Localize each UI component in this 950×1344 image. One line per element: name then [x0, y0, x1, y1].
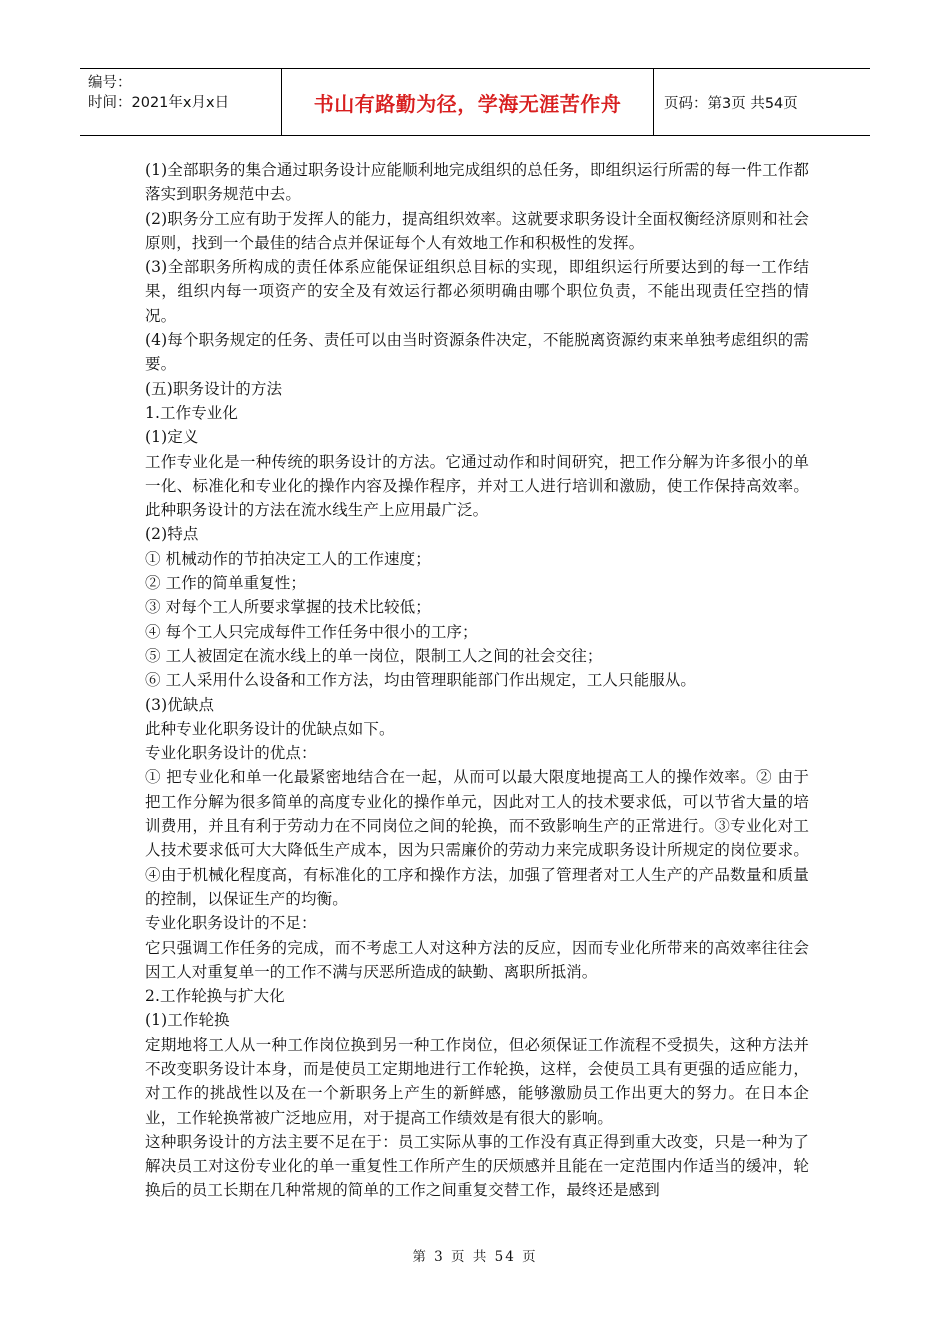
paragraph: 它只强调工作任务的完成，而不考虑工人对这种方法的反应，因而专业化所带来的高效率往往会因工人对重复单一的工作不满与厌恶所造成的缺勤、离职所抵消。: [145, 938, 809, 981]
paragraph: (1)全部职务的集合通过职务设计应能顺利地完成组织的总任务，即组织运行所需的每一件工作都落实到职务规范中去。: [145, 161, 809, 204]
subsection-heading: 1.工作专业化: [145, 403, 238, 422]
paragraph: ① 把专业化和单一化最紧密地结合在一起，从而可以最大限度地提高工人的操作效率。② 由于把工作分解为很多简单的高度专业化的操作单元，因此对工人的技术要求低，可以节省大量的培训费用，并且有利于劳动力在不同岗位之间的轮换，而不致影响生产的正常进行。③专业化对工人技术要求低可大大降低生产成本，因为只需廉价的劳动力来完成职务设计所规定的岗位要求。 ④由于机械化程度高，有标准化的工序和操作方法，加强了管理者对工人生产的产品数量和质量的控制，以保证生产的均衡。: [145, 768, 809, 908]
list-item: ⑥ 工人采用什么设备和工作方法，均由管理职能部门作出规定，工人只能服从。: [145, 671, 697, 690]
page-header: [80, 68, 870, 136]
subsection-heading: 2.工作轮换与扩大化: [145, 987, 285, 1006]
subsection-heading: (1)定义: [145, 428, 199, 447]
subsection-heading: (3)优缺点: [145, 695, 215, 714]
list-item: ⑤ 工人被固定在流水线上的单一岗位，限制工人之间的社会交往；: [145, 646, 603, 665]
paragraph: (4)每个职务规定的任务、责任可以由当时资源条件决定，不能脱离资源约束来单独考虑组织的需要。: [145, 331, 809, 374]
section-heading: (五)职务设计的方法: [145, 379, 283, 398]
paragraph: 这种职务设计的方法主要不足在于：员工实际从事的工作没有真正得到重大改变，只是一种为了解决员工对这份专业化的单一重复性工作所产生的厌烦感并且能在一定范围内作适当的缓冲，轮换后的员工长期在几种常规的简单的工作之间重复交替工作，最终还是感到: [145, 1132, 809, 1200]
subsection-heading: (2)特点: [145, 525, 199, 544]
paragraph: 专业化职务设计的不足：: [145, 914, 317, 933]
subsection-heading: (1)工作轮换: [145, 1011, 230, 1030]
document-body: [145, 158, 809, 1203]
document-time-label: 时间：2021年x月x日: [88, 95, 230, 111]
page-footer: 第 3 页 共 54 页: [412, 1249, 538, 1265]
paragraph: 专业化职务设计的优点：: [145, 744, 317, 763]
paragraph: (2)职务分工应有助于发挥人的能力，提高组织效率。这就要求职务设计全面权衡经济原则和社会原则，找到一个最佳的结合点并保证每个人有效地工作和积极性的发挥。: [145, 209, 809, 252]
header-meta: [80, 69, 282, 135]
list-item: ② 工作的简单重复性；: [145, 574, 307, 593]
list-item: ④ 每个工人只完成每件工作任务中很小的工序；: [145, 622, 478, 641]
header-motto: 书山有路勤为径，学海无涯苦作舟: [282, 69, 654, 135]
paragraph: 定期地将工人从一种工作岗位换到另一种工作岗位，但必须保证工作流程不受损失，这种方法并不改变职务设计本身，而是使员工定期地进行工作轮换，这样，会使员工具有更强的适应能力，对工作的挑战性以及在一个新职务上产生的新鲜感，能够激励员工作出更大的努力。在日本企业，工作轮换常被广泛地应用，对于提高工作绩效是有很大的影响。: [145, 1035, 809, 1127]
paragraph: 工作专业化是一种传统的职务设计的方法。它通过动作和时间研究，把工作分解为许多很小的单一化、标准化和专业化的操作内容及操作程序，并对工人进行培训和激励，使工作保持高效率。此种职务设计的方法在流水线生产上应用最广泛。: [145, 452, 809, 520]
paragraph: 此种专业化职务设计的优缺点如下。: [145, 719, 395, 738]
list-item: ① 机械动作的节拍决定工人的工作速度；: [145, 549, 431, 568]
document-number-label: 编号：: [88, 75, 132, 91]
list-item: ③ 对每个工人所要求掌握的技术比较低；: [145, 598, 431, 617]
paragraph: (3)全部职务所构成的责任体系应能保证组织总目标的实现，即组织运行所要达到的每一工作结果，组织内每一项资产的安全及有效运行都必须明确由哪个职位负责，不能出现责任空挡的情况。: [145, 258, 809, 325]
header-page-info: 页码：第3页 共54页: [664, 95, 798, 112]
